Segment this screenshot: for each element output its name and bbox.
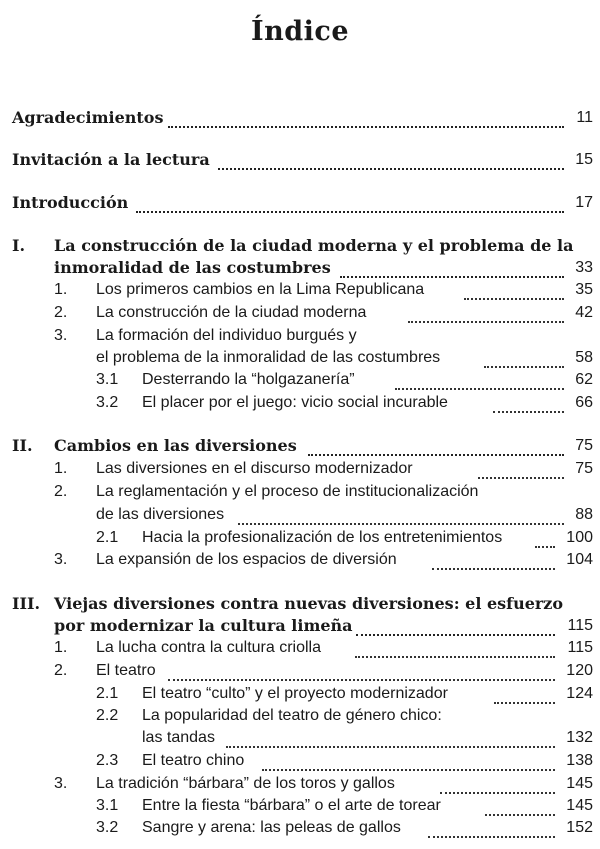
dot-leader [340,262,564,278]
toc-entry-title: La popularidad del teatro de género chico: [142,707,442,724]
dot-leader [262,755,555,771]
toc-entry-title: Introducción [12,193,129,212]
toc-entry-title: El teatro [96,662,156,679]
dot-leader [464,284,564,300]
toc-entry [0,749,600,773]
toc-entry-number: 2. [54,483,68,500]
toc-entry [0,434,600,458]
toc-entry-title: La construcción de la ciudad moderna y el problema de la [54,236,574,255]
toc-entry [0,234,600,258]
dot-leader [218,154,564,170]
toc-entry-page: 15 [575,151,593,168]
toc-entry-title: de las diversiones [96,506,225,523]
toc-entry-page: 75 [575,460,593,477]
toc-entry [0,794,600,818]
toc-entry-number: 3.1 [96,797,119,814]
toc-entry-title: La formación del individuo burgués y [96,327,357,344]
toc-entry-title: Cambios en las diversiones [54,436,297,455]
dot-leader [535,532,555,548]
toc-entry-page: 11 [576,109,593,126]
dot-leader [428,822,555,838]
toc-entry-title: La lucha contra la cultura criolla [96,639,322,656]
toc-entry-page: 66 [575,394,593,411]
toc-entry [0,191,600,215]
toc-entry-page: 104 [566,551,593,568]
toc-entry-title: Desterrando la “holgazanería” [142,371,355,388]
toc-entry-number: 3.2 [96,394,119,411]
dot-leader [493,397,564,413]
toc-entry-number: 3. [54,327,68,344]
dot-leader [432,554,555,570]
toc-entry-number: 2.3 [96,752,119,769]
dot-leader [478,463,564,479]
toc-entry [0,278,600,302]
dot-leader [308,440,564,456]
toc-entry-page: 100 [566,529,593,546]
toc-entry [0,592,600,616]
toc-entry-title: por modernizar la cultura limeña [54,616,353,635]
toc-entry [0,368,600,392]
toc-entry-number: 3. [54,775,68,792]
toc-entry-page: 88 [575,506,593,523]
toc-entry-number: 1. [54,460,68,477]
toc-entry [0,548,600,572]
dot-leader [136,197,564,213]
toc-entry-title: Hacia la profesionalización de los entretenimientos [142,529,503,546]
toc-entry-page: 138 [566,752,593,769]
toc-entry-number: II. [12,436,33,455]
toc-entry-number: 3. [54,551,68,568]
toc-entry [0,346,600,370]
dot-leader [356,620,555,636]
toc-entry-page: 115 [567,639,593,656]
toc-entry-page: 62 [575,371,593,388]
toc-entry [0,480,600,504]
toc-entry-title: La construcción de la ciudad moderna [96,304,367,321]
toc-entry-title: La expansión de los espacios de diversión [96,551,397,568]
toc-entry-page: 75 [575,437,593,454]
toc-entry [0,148,600,172]
toc-entry-page: 120 [566,662,593,679]
toc-entry-number: 2. [54,304,68,321]
toc-entry-title: las tandas [142,729,215,746]
toc-entry-page: 145 [566,775,593,792]
toc-entry [0,106,600,130]
dot-leader [238,509,564,525]
toc-entry-page: 124 [566,685,593,702]
toc-entry [0,772,600,796]
toc-entry-title: El teatro chino [142,752,245,769]
toc-entry-page: 152 [566,819,593,836]
toc-entry [0,636,600,660]
toc-entry-title: Las diversiones en el discurso modernizador [96,460,413,477]
dot-leader [226,732,555,748]
toc-entry-title: La reglamentación y el proceso de institucionalización [96,483,479,500]
toc-entry-title: Entre la fiesta “bárbara” o el arte de torear [142,797,441,814]
toc-entry-number: 3.2 [96,819,119,836]
toc-entry-title: La tradición “bárbara” de los toros y gallos [96,775,395,792]
toc-entry-number: 3.1 [96,371,119,388]
toc-entry-number: 2.1 [96,529,119,546]
dot-leader [168,112,564,128]
toc-entry-title: Viejas diversiones contra nuevas diversiones: el esfuerzo [54,594,564,613]
toc-entry-page: 58 [575,349,593,366]
toc-entry [0,391,600,415]
toc-entry [0,457,600,481]
toc-entry-page: 35 [575,281,593,298]
dot-leader [395,374,564,390]
dot-leader [494,688,555,704]
toc-entry-title: El teatro “culto” y el proyecto modernizador [142,685,448,702]
toc-entry-number: 1. [54,639,68,656]
toc-entry [0,324,600,348]
toc-entry-title: Los primeros cambios en la Lima Republicana [96,281,425,298]
toc-entry-title: Invitación a la lectura [12,150,210,169]
dot-leader [440,778,555,794]
toc-entry [0,503,600,527]
dot-leader [485,800,555,816]
toc-entry-number: 2.1 [96,685,119,702]
toc-entry-number: III. [12,594,41,613]
dot-leader [408,307,564,323]
page-title: Índice [250,16,349,47]
toc-entry-title: El placer por el juego: vicio social incurable [142,394,448,411]
toc-entry [0,816,600,840]
toc-entry-number: 2. [54,662,68,679]
toc-entry-page: 115 [567,617,593,634]
dot-leader [355,642,555,658]
toc-entry [0,682,600,706]
toc-entry-title: el problema de la inmoralidad de las costumbres [96,349,441,366]
toc-entry [0,704,600,728]
dot-leader [484,352,564,368]
toc-entry [0,659,600,683]
toc-entry-page: 132 [566,729,593,746]
toc-entry-title: Agradecimientos [12,108,164,127]
toc-entry-page: 42 [575,304,593,321]
toc-entry-page: 17 [575,194,593,211]
toc-entry-number: 2.2 [96,707,119,724]
toc-entry-page: 145 [566,797,593,814]
toc-entry [0,726,600,750]
toc-entry [0,614,600,638]
toc-entry-number: I. [12,236,26,255]
toc-entry-title: Sangre y arena: las peleas de gallos [142,819,401,836]
toc-entry [0,526,600,550]
toc-entry [0,301,600,325]
toc-entry-number: 1. [54,281,68,298]
toc-entry [0,256,600,280]
toc-entry-title: inmoralidad de las costumbres [54,258,331,277]
toc-entry-page: 33 [575,259,593,276]
dot-leader [168,665,555,681]
